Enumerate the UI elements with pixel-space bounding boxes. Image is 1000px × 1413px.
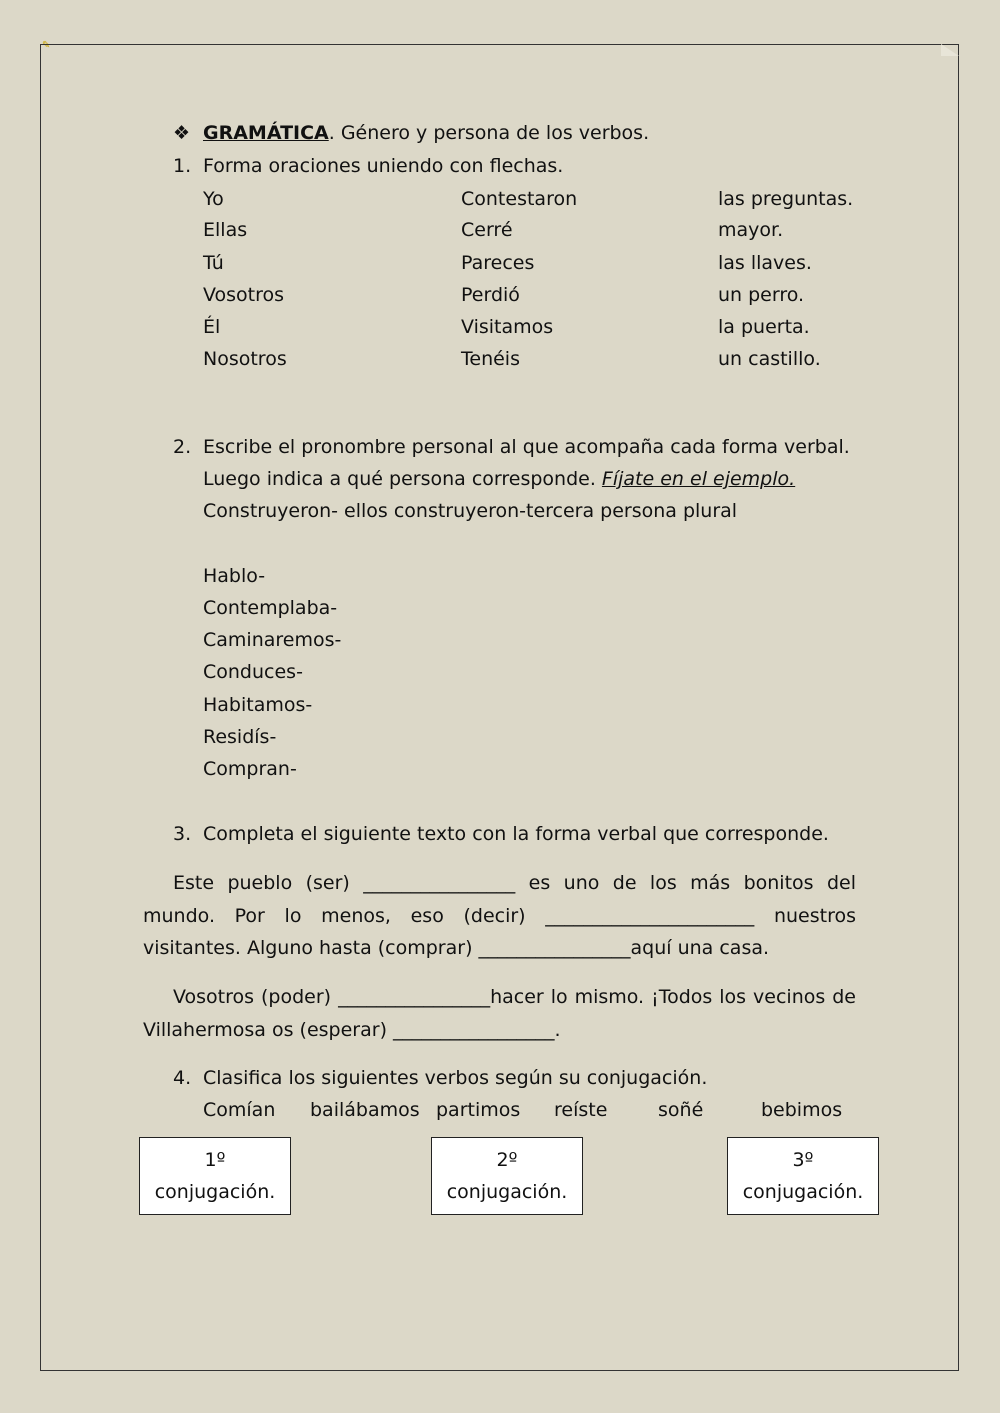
ex3-text: Vosotros (poder) [173,986,339,1008]
ex2-verb: Hablo- [203,565,266,587]
ex1-complement: las llaves. [718,252,812,274]
conjugation-box-1 [139,1137,291,1215]
ex2-verb: Contemplaba- [203,597,338,619]
ex1-number: 1. [173,155,192,177]
header-bullet-icon: ❖ [173,122,191,144]
ex3-blank: ________________ [478,937,631,959]
conjugation-box-3 [727,1137,879,1215]
ex1-subject: Tú [203,252,224,274]
ex1-verb: Visitamos [461,316,554,338]
ex1-verb: Contestaron [461,188,578,210]
ex3-text: aquí una casa. [630,937,770,959]
ex1-verb: Cerré [461,219,513,241]
ex3-instruction: Completa el siguiente texto con la forma verbal que corresponde. [203,823,829,845]
section-title-bold: GRAMÁTICA [203,122,329,144]
ex2-instruction-line2 [203,467,795,491]
ex3-text: . [554,1018,561,1041]
ex3-number: 3. [173,823,192,845]
ex1-subject: Yo [203,188,224,210]
ex4-verb: soñé [658,1099,704,1121]
ex2-verb: Habitamos- [203,694,313,716]
ex2-example-hint: Fíjate en el ejemplo. [601,468,796,490]
conjugation-number: 3º [792,1149,814,1171]
ex3-blank: ________________ [338,986,491,1008]
ex2-instruction-plain: Luego indica a qué persona corresponde. [203,468,602,490]
ex1-complement: las preguntas. [718,188,854,210]
ex1-complement: un perro. [718,284,805,306]
ex4-instruction: Clasifica los siguientes verbos según su conjugación. [203,1067,708,1089]
ex1-complement: un castillo. [718,348,821,370]
ex2-number: 2. [173,436,192,458]
ex1-subject: Ellas [203,219,248,241]
section-title [203,121,649,145]
pin-icon: ✎ [42,40,51,51]
ex1-instruction: Forma oraciones uniendo con flechas. [203,155,564,177]
ex3-blank: ________________ [363,872,516,894]
ex3-paragraph-1 [143,867,856,965]
page-fold-corner [941,44,959,56]
ex2-verb: Residís- [203,726,277,748]
ex1-subject: Vosotros [203,284,285,306]
ex2-verb: Compran- [203,758,297,780]
ex1-verb: Perdió [461,284,520,306]
ex3-text: Este pueblo (ser) [173,872,364,894]
ex3-text: es uno de los más bonitos del mundo. Por lo menos, eso (decir) [143,872,856,927]
conjugation-number: 1º [204,1149,226,1171]
ex1-subject: Él [203,316,221,338]
ex1-verb: Pareces [461,252,535,274]
ex2-verb: Conduces- [203,661,303,683]
ex4-verb: bailábamos [310,1099,420,1121]
ex1-subject: Nosotros [203,348,287,370]
ex2-example: Construyeron- ellos construyeron-tercera persona plural [203,500,738,522]
ex4-number: 4. [173,1067,192,1089]
ex1-complement: mayor. [718,219,784,241]
ex3-text: hacer lo mismo. ¡Todos los vecinos de Villahermosa os (esperar) [143,986,856,1041]
ex3-blank: _________________ [393,1018,555,1041]
conjugation-box-2 [431,1137,583,1215]
ex1-verb: Tenéis [461,348,520,370]
ex3-blank: ______________________ [545,904,755,927]
conjugation-label: conjugación. [154,1181,276,1203]
section-title-rest: . Género y persona de los verbos. [328,122,650,144]
ex2-verb: Caminaremos- [203,629,342,651]
ex1-complement: la puerta. [718,316,810,338]
conjugation-label: conjugación. [446,1181,568,1203]
ex4-verb: partimos [436,1099,521,1121]
ex4-verb: reíste [554,1099,608,1121]
ex4-verb: bebimos [761,1099,843,1121]
ex3-text: nuestros visitantes. Alguno hasta (comprar) [143,904,856,959]
ex2-instruction-line1: Escribe el pronombre personal al que acompaña cada forma verbal. [203,436,850,458]
conjugation-label: conjugación. [742,1181,864,1203]
ex3-paragraph-2 [143,981,856,1046]
ex4-verb: Comían [203,1099,276,1121]
conjugation-number: 2º [496,1149,518,1171]
